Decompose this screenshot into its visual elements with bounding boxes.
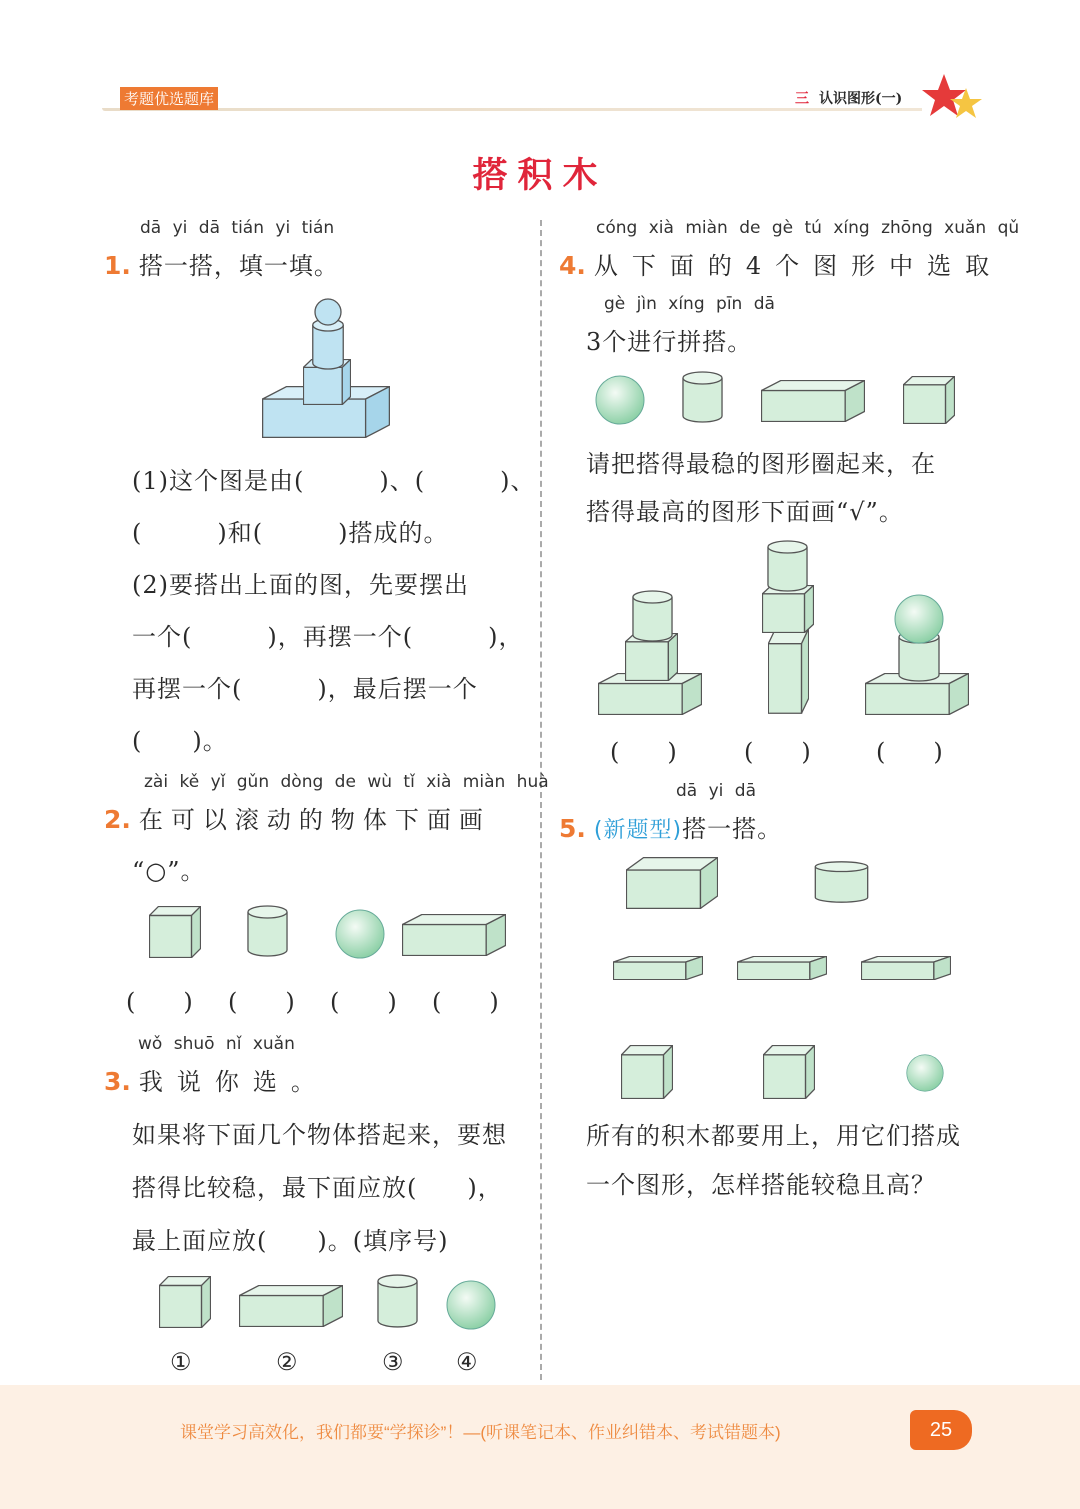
- unit-heading: [795, 88, 902, 108]
- q4-paren: ( ): [744, 738, 811, 766]
- figure-b-cylinder: [767, 540, 808, 592]
- figure-c-sphere: [894, 594, 944, 644]
- footer-text: 课堂学习高效化，我们都要“学探诊”！—(听课笔记本、作业纠错本、考试错题本): [180, 1423, 781, 1442]
- q4-text: 从下面的4个图形中选取: [593, 252, 1004, 280]
- column-divider: [540, 220, 542, 1380]
- q3-number: 3.: [104, 1067, 131, 1096]
- q2-paren: ( ): [432, 988, 499, 1016]
- q5-flat-cuboid: [613, 956, 703, 980]
- header-tag: 考题优选题库: [120, 87, 218, 110]
- q2-paren: ( ): [228, 988, 295, 1016]
- q5-cube: [763, 1045, 815, 1099]
- q4-pinyin2: gè jìn xíng pīn dā: [604, 294, 775, 314]
- q2-cylinder: [247, 905, 288, 957]
- q3-cube: [159, 1276, 211, 1328]
- q4-cuboid: [761, 380, 865, 422]
- q5-sphere: [906, 1054, 944, 1092]
- q4-paren: ( ): [876, 738, 943, 766]
- q5-heading: [559, 809, 782, 844]
- q3-label: ③: [382, 1348, 405, 1376]
- q1-pinyin: dā yi dā tián yi tián: [140, 218, 335, 238]
- q3-label: ②: [276, 1348, 299, 1376]
- q1-line: ( )。: [132, 727, 228, 755]
- figure-a-cylinder: [632, 590, 673, 642]
- q3-pinyin: wǒ shuō nǐ xuǎn: [138, 1034, 295, 1054]
- q3-line: 最上面应放( )。(填序号): [132, 1227, 449, 1255]
- q1-line: ( )和( )搭成的。: [132, 519, 449, 547]
- q2-text: 在可以滚动的物体下面画: [138, 806, 491, 834]
- q3-heading: [104, 1062, 329, 1097]
- q4-text2: 3个进行拼搭。: [586, 328, 753, 356]
- q4-pinyin: cóng xià miàn de gè tú xíng zhōng xuǎn qǔ: [596, 218, 1020, 238]
- q5-cylinder: [814, 861, 869, 903]
- q4-number: 4.: [559, 251, 586, 280]
- q3-sphere: [446, 1280, 496, 1330]
- q2-heading: [104, 800, 491, 835]
- figure-b-tall-cuboid: [768, 628, 809, 714]
- q1-line: (2)要搭出上面的图，先要摆出: [132, 571, 469, 599]
- q2-text2: “○”。: [132, 857, 206, 885]
- q2-cuboid: [402, 914, 506, 956]
- q1-text: 搭一搭，填一填。: [138, 252, 339, 280]
- q5-new-tag: (新题型): [593, 818, 683, 843]
- q5-large-cuboid: [626, 857, 718, 909]
- q1-line: (1)这个图是由( )、( )、: [132, 467, 536, 495]
- q5-line: 一个图形，怎样搭能较稳且高？: [586, 1171, 936, 1199]
- q5-cube: [621, 1045, 673, 1099]
- q5-number: 5.: [559, 814, 586, 843]
- q1-line: 一个( )，再摆一个( )，: [132, 623, 524, 651]
- unit-title: 认识图形(一): [819, 91, 903, 107]
- q3-line: 搭得比较稳，最下面应放( )，: [132, 1174, 503, 1202]
- q5-flat-cuboid: [737, 956, 827, 980]
- q4-paren: ( ): [610, 738, 677, 766]
- q5-line: 所有的积木都要用上，用它们搭成: [586, 1122, 961, 1150]
- page-title: 搭积木: [472, 156, 608, 196]
- q5-text: 搭一搭。: [682, 815, 783, 843]
- q4-line: 请把搭得最稳的图形圈起来，在: [586, 450, 936, 478]
- q1-heading: [104, 246, 339, 281]
- q5-flat-cuboid: [861, 956, 951, 980]
- q2-paren: ( ): [330, 988, 397, 1016]
- q2-paren: ( ): [126, 988, 193, 1016]
- q2-sphere: [335, 909, 385, 959]
- q2-number: 2.: [104, 805, 131, 834]
- q4-cylinder: [682, 371, 723, 423]
- figure-b-cube: [762, 585, 814, 633]
- header-rule: [102, 108, 922, 111]
- q1-number: 1.: [104, 251, 131, 280]
- q4-heading: [559, 246, 1003, 281]
- q4-line: 搭得最高的图形下面画“√”。: [586, 498, 904, 526]
- q4-cube: [903, 376, 955, 424]
- unit-number: 三: [795, 91, 809, 107]
- q2-pinyin: zài kě yǐ gǔn dòng de wù tǐ xià miàn huà: [144, 772, 549, 792]
- q3-label: ④: [456, 1348, 479, 1376]
- q3-label: ①: [170, 1348, 193, 1376]
- q1-sphere: [314, 298, 342, 326]
- q5-pinyin: dā yi dā: [676, 781, 757, 801]
- q3-line: 如果将下面几个物体搭起来，要想: [132, 1121, 507, 1149]
- q2-cube: [149, 906, 201, 958]
- page-number: 25: [910, 1410, 972, 1450]
- q3-cuboid: [239, 1285, 343, 1327]
- q3-cylinder: [377, 1274, 418, 1328]
- star-icon: [922, 72, 984, 124]
- q3-text: 我说你选。: [138, 1068, 329, 1096]
- q4-sphere: [595, 375, 645, 425]
- q1-line: 再摆一个( )，最后摆一个: [132, 675, 478, 703]
